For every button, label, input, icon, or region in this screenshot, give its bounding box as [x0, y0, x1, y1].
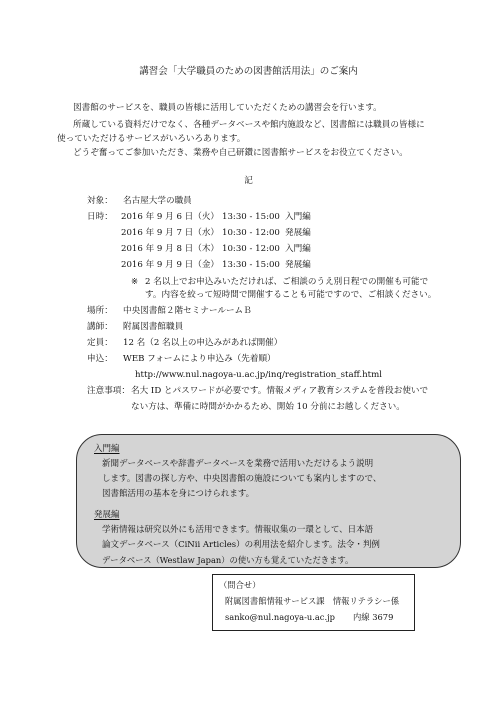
advanced-course-text: 論文データベース（CiNii Articles）の利用法を紹介します。法令・判例: [102, 540, 380, 550]
intro-line: 図書館のサービスを、職員の皆様に活用していただくための講習会を行います。: [73, 103, 382, 113]
schedule-course: 入門編: [285, 212, 311, 222]
contact-extension: 内線 3679: [353, 612, 394, 622]
contact-department: 附属図書館情報サービス課 情報リテラシー係: [225, 596, 400, 606]
contact-email[interactable]: sanko@nul.nagoya-u.ac.jp: [225, 612, 335, 622]
note-mark: ※: [131, 277, 139, 287]
lecturer-value: 附属図書館職員: [123, 322, 184, 332]
basic-course-heading: 入門編: [94, 444, 120, 454]
apply-label: 申込：: [87, 354, 113, 364]
contact-heading: （問合せ）: [219, 580, 261, 590]
ki-heading: 記: [244, 176, 253, 186]
advanced-course-text: データベース（Westlaw Japan）の使い方も覚えていただきます。: [102, 555, 354, 565]
schedule-date: 2016 年 9 月 6 日（火）: [121, 212, 220, 222]
capacity-value: 12 名（2 名以上の申込みがあれば開催）: [123, 338, 283, 348]
course-description-box: [76, 434, 461, 568]
schedule-date: 2016 年 9 月 9 日（金）: [121, 260, 220, 270]
schedule-time: 13:30 - 15:00: [222, 212, 280, 222]
advanced-course-text: 学術情報は研究以外にも活用できます。情報収集の一環として、日本語: [102, 525, 374, 535]
basic-course-text: します。図書の探し方や、中央図書館の施設についても案内しますので、: [102, 474, 382, 484]
place-value: 中央図書館２階セミナールームＢ: [123, 306, 252, 316]
lecturer-label: 講師：: [87, 322, 113, 332]
schedule-course: 発展編: [285, 228, 311, 238]
basic-course-text: 新聞データベースや辞書データベースを業務で活用いただけるよう説明: [102, 459, 374, 469]
intro-line: どうぞ奮ってご参加いただき、業務や自己研鑽に図書館サービスをお役立てください。: [73, 148, 408, 158]
capacity-label: 定員：: [87, 338, 113, 348]
schedule-time: 10:30 - 12:00: [222, 228, 280, 238]
registration-link[interactable]: http://www.nul.nagoya-u.ac.jp/inq/registration_staff.html: [135, 370, 382, 380]
intro-line: 使っていただけるサービスがいろいろあります。: [57, 134, 246, 144]
advanced-course-heading: 発展編: [94, 510, 120, 520]
schedule-time: 13:30 - 15:00: [222, 260, 280, 270]
place-label: 場所：: [87, 306, 113, 316]
intro-line: 所蔵している資料だけでなく、各種データベースや館内施設など、図書館には職員の皆様に: [73, 120, 425, 130]
attention-text: ない方は、準備に時間がかかるため、開始 10 分前にお越しください。: [131, 402, 405, 412]
schedule-time: 10:30 - 12:00: [222, 244, 280, 254]
schedule-course: 発展編: [285, 260, 311, 270]
target-label: 対象：: [87, 196, 113, 206]
note-text: す。内容を絞って短時間で開催することも可能ですので、ご相談ください。: [145, 290, 437, 300]
attention-label: 注意事項：: [87, 386, 130, 396]
schedule-course: 入門編: [285, 244, 311, 254]
schedule-date: 2016 年 9 月 8 日（木）: [121, 244, 220, 254]
apply-value: WEB フォームにより申込み（先着順）: [123, 354, 276, 364]
target-value: 名古屋大学の職員: [123, 196, 192, 206]
attention-text: 名大 ID とパスワードが必要です。情報メディア教育システムを普段お使いで: [131, 386, 429, 396]
contact-box: [212, 574, 415, 631]
basic-course-text: 図書館活用の基本を身につけられます。: [102, 489, 255, 499]
page-title: 講習会「大学職員のための図書館活用法」のご案内: [139, 66, 358, 77]
schedule-date: 2016 年 9 月 7 日（水）: [121, 228, 220, 238]
datetime-label: 日時：: [87, 212, 113, 222]
note-text: 2 名以上でお申込みいただければ、ご相談のうえ別日程での開催も可能で: [145, 277, 429, 287]
